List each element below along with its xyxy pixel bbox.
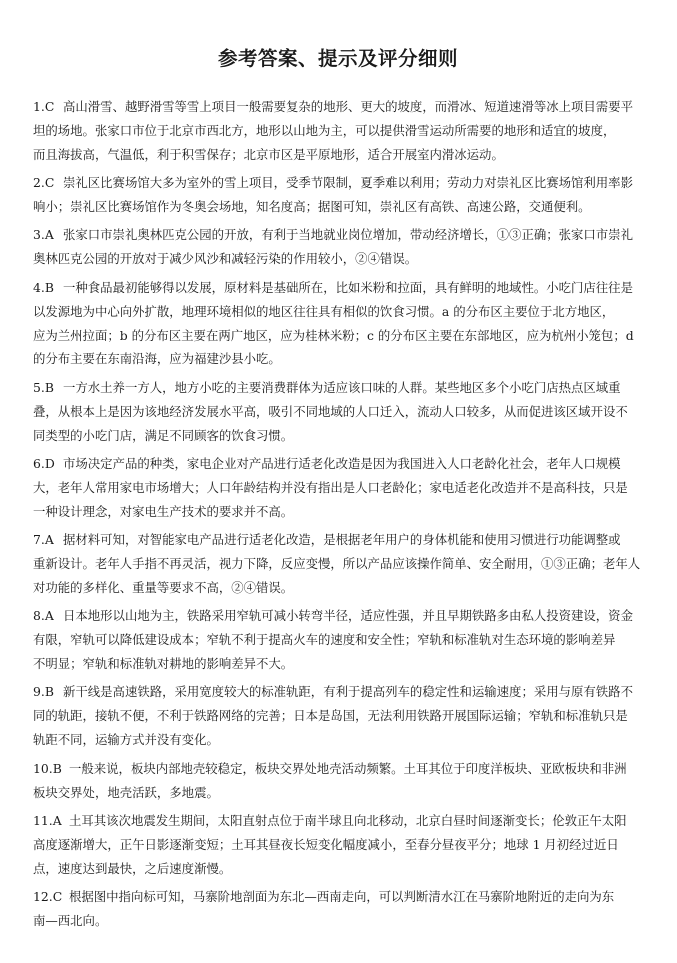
answer-number: 2.C bbox=[33, 175, 55, 191]
answer-text: 奥林匹克公园的开放对于减少风沙和减轻污染的作用较小，②④错误。 bbox=[33, 251, 418, 267]
answer-number: 9.B bbox=[33, 684, 54, 700]
answer-first-line bbox=[26, 604, 650, 628]
answer-text: 响小；崇礼区比赛场馆作为冬奥会场地，知名度高；据图可知，崇礼区有高铁、高速公路，交通便利。 bbox=[33, 199, 591, 215]
answer-number: 5.B bbox=[33, 379, 54, 395]
answer-text: 点，速度达到最快，之后速度渐慢。 bbox=[33, 860, 232, 876]
answer-text: 日本地形以山地为主，铁路采用窄轨可减小转弯半径，适应性强，并且早期铁路多由私人投资建设，资金 bbox=[63, 608, 633, 624]
answer-item bbox=[26, 223, 650, 271]
answer-continuation-line bbox=[26, 628, 650, 652]
answer-text: 高山滑雪、越野滑雪等雪上项目一般需要复杂的地形、更大的坡度，而滑冰、短道速滑等冰上项目需要平 bbox=[63, 99, 633, 114]
answer-text: 对功能的多样化、重量等要求不高，②④错误。 bbox=[33, 579, 294, 595]
answer-item bbox=[26, 680, 650, 752]
answer-continuation-line bbox=[26, 704, 650, 728]
answer-number: 6.D bbox=[33, 455, 55, 471]
answer-number: 11.A bbox=[33, 812, 62, 828]
answer-first-line bbox=[26, 452, 650, 476]
answer-number: 10.B bbox=[33, 760, 62, 776]
answer-continuation-line bbox=[26, 909, 650, 933]
answer-text: 应为兰州拉面；b 的分布区主要在两广地区，应为桂林米粉；c 的分布区主要在东部地区，应为杭州小笼包；d bbox=[33, 327, 634, 343]
answer-first-line bbox=[26, 757, 650, 781]
answer-text: 重新设计。老年人手指不再灵活，视力下降，反应变慢，所以产品应该操作简单、安全耐用，①③正确；老年人 bbox=[33, 556, 641, 572]
answer-number: 7.A bbox=[33, 532, 54, 548]
answer-text: 高度逐渐增大，正午日影逐渐变短；土耳其昼夜长短变化幅度减小，至春分昼夜平分；地球 1 月初经过近日 bbox=[33, 836, 619, 852]
answer-continuation-line bbox=[26, 728, 650, 752]
answer-text: 以发源地为中心向外扩散，地理环境相似的地区往往具有相似的饮食习惯。a 的分布区主要位于北方地区， bbox=[33, 303, 615, 319]
answer-continuation-line bbox=[26, 424, 650, 448]
answer-list bbox=[26, 95, 650, 933]
answer-number: 1.C bbox=[33, 99, 55, 114]
answer-text: 同的轨距，接轨不便，不利于铁路网络的完善；日本是岛国，无法利用铁路开展国际运输；窄轨和标准轨只是 bbox=[33, 708, 628, 724]
answer-continuation-line bbox=[26, 400, 650, 424]
answer-text: 南—西北向。 bbox=[33, 913, 108, 928]
answer-first-line bbox=[26, 95, 650, 119]
answer-text: 崇礼区比赛场馆大多为室外的雪上项目，受季节限制，夏季难以利用；劳动力对崇礼区比赛场馆利用率影 bbox=[63, 175, 633, 191]
answer-text: 有限，窄轨可以降低建设成本；窄轨不利于提高火车的速度和安全性；窄轨和标准轨对生态环境的影响差异 bbox=[33, 632, 616, 648]
answer-text: 而且海拔高，气温低，利于积雪保存；北京市区是平原地形，适合开展室内滑冰运动。 bbox=[33, 146, 504, 162]
answer-text: 根据图中指向标可知，马寨阶地剖面为东北—西南走向，可以判断清水江在马寨阶地附近的走向为东 bbox=[69, 889, 615, 905]
answer-continuation-line bbox=[26, 476, 650, 500]
answer-number: 4.B bbox=[33, 279, 54, 295]
answer-item bbox=[26, 757, 650, 805]
answer-continuation-line bbox=[26, 576, 650, 600]
answer-continuation-line bbox=[26, 247, 650, 271]
answer-text: 的分布主要在东南沿海，应为福建沙县小吃。 bbox=[33, 351, 281, 367]
answer-first-line bbox=[26, 528, 650, 552]
answer-text: 不明显；窄轨和标准轨对耕地的影响差异不大。 bbox=[33, 656, 294, 672]
answer-first-line bbox=[26, 885, 650, 909]
answer-first-line bbox=[26, 276, 650, 300]
page-title: 参考答案、提示及评分细则 bbox=[217, 47, 458, 70]
answer-item bbox=[26, 809, 650, 881]
answer-item bbox=[26, 171, 650, 219]
answer-text: 大，老年人常用家电市场增大；人口年龄结构并没有指出是人口老龄化；家电适老化改造并不是高科技，只是 bbox=[33, 479, 628, 495]
answer-first-line bbox=[26, 223, 650, 247]
answer-continuation-line bbox=[26, 552, 650, 576]
answer-text: 叠，从根本上是因为该地经济发展水平高，吸引不同地域的人口迁入，流动人口较多，从而促进该区域开设不 bbox=[33, 403, 628, 419]
answer-text: 同类型的小吃门店，满足不同顾客的饮食习惯。 bbox=[33, 427, 294, 443]
answer-item bbox=[26, 604, 650, 676]
answer-text: 张家口市崇礼奥林匹克公园的开放，有利于当地就业岗位增加，带动经济增长，①③正确；张家口市崇礼 bbox=[63, 227, 633, 243]
answer-text: 一般来说，板块内部地壳较稳定，板块交界处地壳活动频繁。土耳其位于印度洋板块、亚欧板块和非洲 bbox=[69, 760, 627, 776]
answer-first-line bbox=[26, 376, 650, 400]
answer-continuation-line bbox=[26, 347, 650, 371]
answer-continuation-line bbox=[26, 195, 650, 219]
answer-item bbox=[26, 276, 650, 372]
answer-item bbox=[26, 885, 650, 933]
answer-continuation-line bbox=[26, 300, 650, 324]
answer-text: 新干线是高速铁路，采用宽度较大的标准轨距，有利于提高列车的稳定性和运输速度；采用与原有铁路不 bbox=[63, 684, 633, 700]
answer-first-line bbox=[26, 680, 650, 704]
answer-continuation-line bbox=[26, 324, 650, 348]
answer-first-line bbox=[26, 171, 650, 195]
answer-text: 市场决定产品的种类，家电企业对产品进行适老化改造是因为我国进入人口老龄化社会，老年人口规模 bbox=[63, 455, 621, 471]
answer-continuation-line bbox=[26, 857, 650, 881]
answer-text: 轨距不同，运输方式并没有变化。 bbox=[33, 732, 219, 748]
answer-number: 8.A bbox=[33, 608, 54, 624]
answer-continuation-line bbox=[26, 652, 650, 676]
answer-text: 坦的场地。张家口市位于北京市西北方，地形以山地为主，可以提供滑雪运动所需要的地形和适宜的坡度， bbox=[33, 122, 616, 138]
answer-continuation-line bbox=[26, 119, 650, 143]
answer-text: 一种食品最初能够得以发展，原材料是基础所在，比如米粉和拉面，具有鲜明的地域性。小吃门店往往是 bbox=[63, 279, 633, 295]
answer-text: 板块交界处，地壳活跃，多地震。 bbox=[33, 784, 219, 800]
answer-item bbox=[26, 376, 650, 448]
answer-text: 一种设计理念，对家电生产技术的要求并不高。 bbox=[33, 503, 294, 519]
answer-continuation-line bbox=[26, 833, 650, 857]
answer-item bbox=[26, 452, 650, 524]
answer-first-line bbox=[26, 809, 650, 833]
answer-item bbox=[26, 95, 650, 167]
answer-text: 据材料可知，对智能家电产品进行适老化改造，是根据老年用户的身体机能和使用习惯进行功能调整或 bbox=[63, 532, 621, 548]
answer-number: 3.A bbox=[33, 227, 54, 243]
answer-continuation-line bbox=[26, 781, 650, 805]
answer-number: 12.C bbox=[33, 889, 63, 905]
answer-text: 土耳其该次地震发生期间，太阳直射点位于南半球且向北移动，北京白昼时间逐渐变长；伦敦正午太阳 bbox=[69, 812, 627, 828]
answer-continuation-line bbox=[26, 143, 650, 167]
answer-continuation-line bbox=[26, 500, 650, 524]
answer-item bbox=[26, 528, 650, 600]
answer-text: 一方水土养一方人，地方小吃的主要消费群体为适应该口味的人群。某些地区多个小吃门店热点区域重 bbox=[63, 379, 621, 395]
